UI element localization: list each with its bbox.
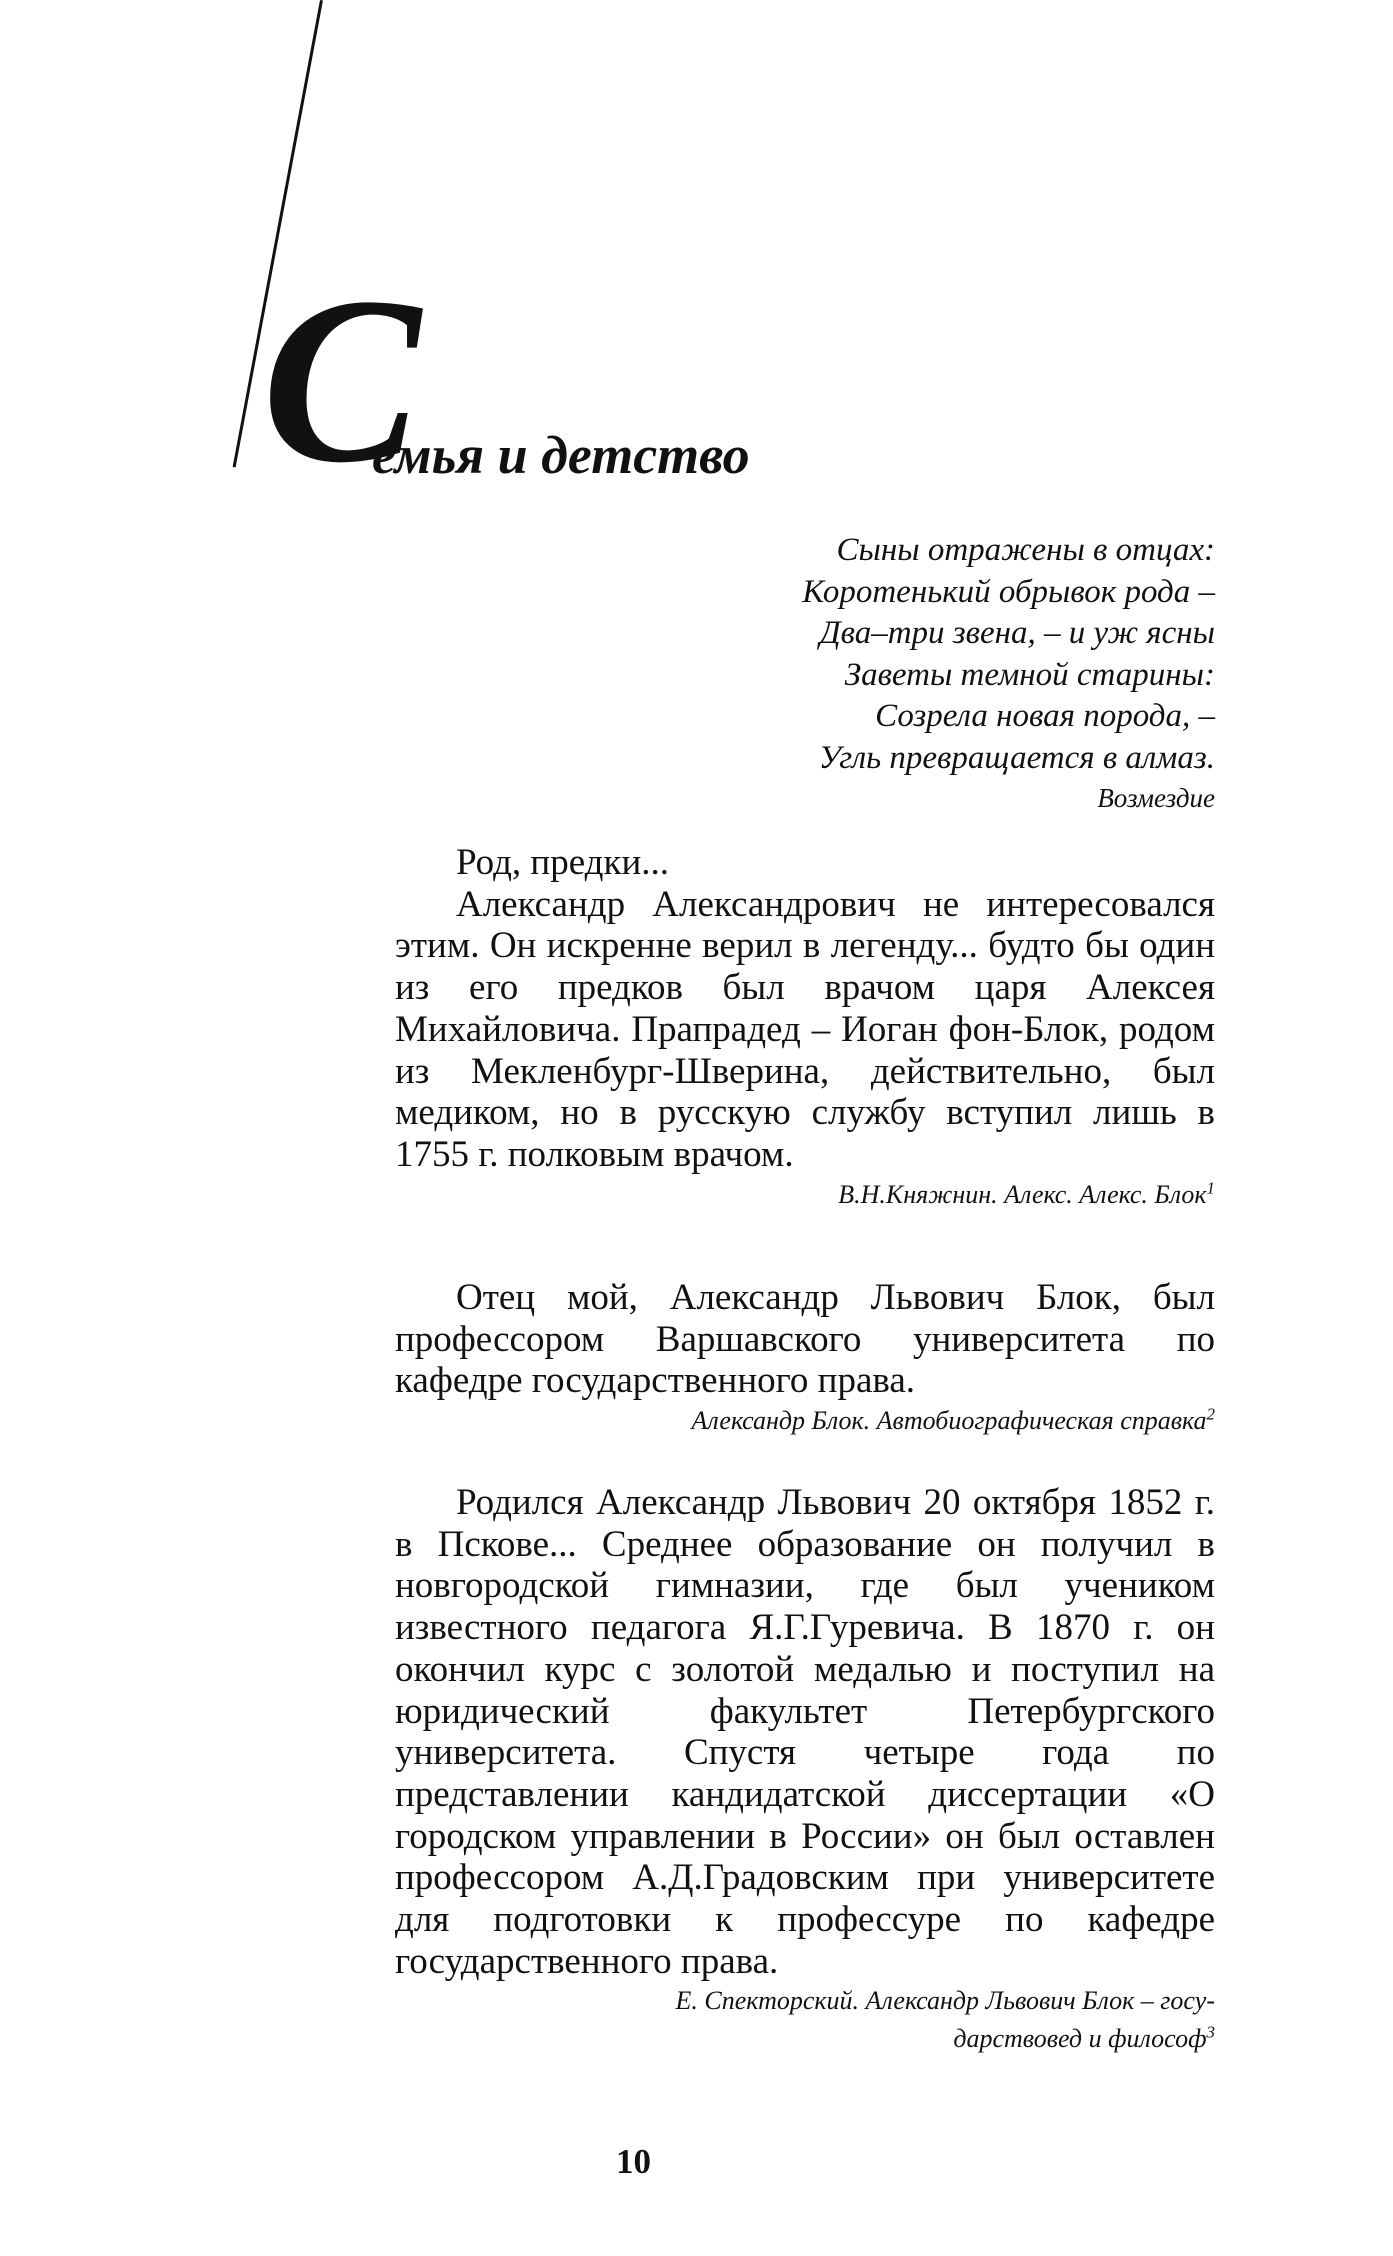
paragraph: Александр Александрович не интересовался этим. Он искренне верил в легенду... будто бы один из его предков был врачом царя Алексея Михайловича. Прапрадед – Иоган фон-Блок, родом из Мекленбург-Шверина, действительно, был медиком, но в русскую службу вступил лишь в 1755 г. полковым врачом.	[395, 883, 1215, 1175]
footnote-mark: 3	[1206, 2023, 1215, 2043]
epigraph-line: Угль превращается в алмаз.	[818, 739, 1215, 776]
epigraph-line: Сыны отражены в отцах:	[836, 532, 1215, 568]
attribution	[395, 1402, 1215, 1440]
epigraph-line: Заветы темной старины:	[844, 656, 1215, 693]
epigraph-line: Созрела новая порода, –	[875, 698, 1215, 734]
footnote-mark: 2	[1206, 1404, 1215, 1424]
attribution-text: В.Н.Княжнин. Алекс. Алекс. Блок	[838, 1179, 1207, 1209]
chapter-title: емья и детство	[372, 425, 750, 485]
attribution-text: дарствовед и философ	[953, 2024, 1207, 2054]
epigraph	[455, 530, 1215, 817]
quote-block-3	[395, 1482, 1215, 2058]
chapter-drop-cap: С	[262, 249, 421, 512]
paragraph: Отец мой, Александр Львович Блок, был профессором Варшавского университета по кафедре государственного права.	[395, 1277, 1215, 1402]
paragraph: Род, предки...	[456, 842, 670, 883]
attribution-text: Е. Спекторский. Александр Львович Блок – госу-	[675, 1986, 1215, 2016]
epigraph-source: Возмездие	[1097, 783, 1215, 813]
page-number: 10	[616, 2142, 651, 2181]
epigraph-line: Коротенький обрывок рода –	[802, 573, 1215, 610]
paragraph: Родился Александр Львович 20 октября 1852 г. в Пскове... Среднее образование он получил в новгородской гимназии, где был учеником известного педагога Я.Г.Гуревича. В 1870 г. он окончил курс с золотой медалью и поступил на юридический факультет Петербургского университета. Спустя четыре года по представлении кандидатской диссертации «О городском управлении в России» он был оставлен профессором А.Д.Градовским при университете для подготовки к профессуре по кафедре государственного права.	[395, 1482, 1215, 1982]
attribution-text: Александр Блок. Автобиографическая справка	[691, 1406, 1207, 1436]
quote-block-2	[395, 1277, 1215, 1440]
attribution	[395, 1982, 1215, 2058]
quote-block-1	[395, 842, 1215, 1214]
epigraph-line: Два–три звена, – и уж ясны	[819, 615, 1215, 651]
footnote-mark: 1	[1206, 1178, 1215, 1198]
attribution	[395, 1176, 1215, 1214]
